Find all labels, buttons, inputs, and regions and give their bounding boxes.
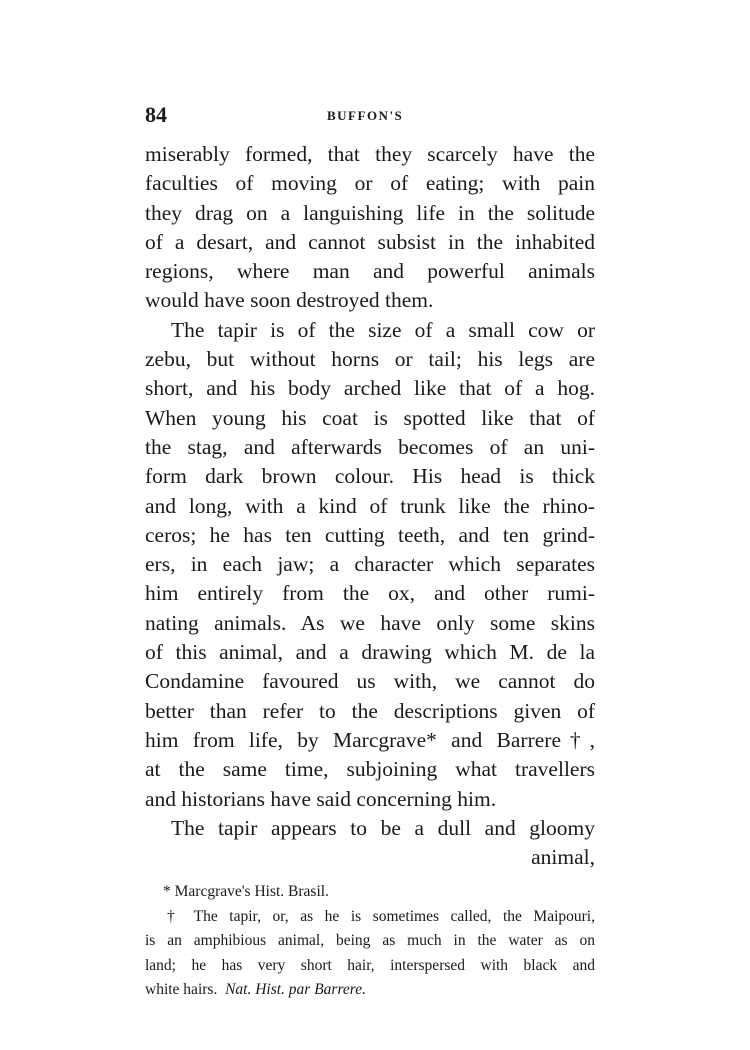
text-line: The tapir appears to be a dull and gloomy — [171, 815, 595, 840]
text-line: the stag, and afterwards becomes of an uni- — [145, 434, 595, 459]
footnote-tapir-line: † The tapir, or, as he is sometimes called, the Maipouri, — [167, 907, 595, 925]
footnote-tapir-line: is an amphibious animal, being as much in the water as on — [145, 932, 595, 949]
page-number: 84 — [145, 102, 167, 127]
text-line: of this animal, and a drawing which M. de la — [145, 640, 595, 665]
text-line: nating animals. As we have only some skins — [145, 610, 595, 635]
footnote-tapir-last-line — [145, 978, 595, 1003]
text-line: Condamine favoured us with, we cannot do — [145, 669, 595, 694]
text-line: would have soon destroyed them. — [145, 288, 434, 313]
text-line: zebu, but without horns or tail; his legs are — [145, 347, 595, 372]
text-line: miserably formed, that they scarcely have the — [145, 142, 595, 166]
text-line: and historians have said concerning him. — [145, 786, 497, 811]
text-line: The tapir is of the size of a small cow or — [171, 317, 595, 342]
text-line: better than refer to the descriptions given of — [145, 698, 595, 723]
catchword: animal, — [531, 845, 595, 870]
text-line: ceros; he has ten cutting teeth, and ten grind- — [145, 522, 595, 547]
text-line: faculties of moving or of eating; with pain — [145, 171, 595, 196]
footnote-tapir-text: white hairs. — [145, 981, 218, 998]
footnotes — [145, 880, 595, 1003]
text-line: and long, with a kind of trunk like the rhino- — [145, 493, 595, 518]
text-line: at the same time, subjoining what travellers — [145, 757, 595, 782]
footnote-tapir-line: land; he has very short hair, interspersed with black and — [145, 956, 595, 974]
footnote-marcgrave: * Marcgrave's Hist. Brasil. — [163, 883, 329, 900]
text-line: short, and his body arched like that of a hog. — [145, 376, 595, 401]
footnote-citation: Nat. Hist. par Barrere. — [225, 981, 367, 998]
text-line: regions, where man and powerful animals — [145, 259, 595, 284]
text-line: ers, in each jaw; a character which separates — [145, 552, 595, 577]
text-line: When young his coat is spotted like that of — [145, 405, 595, 430]
running-head: BUFFON'S — [327, 108, 404, 123]
text-line: of a desart, and cannot subsist in the inhabited — [145, 229, 595, 254]
text-line: him entirely from the ox, and other rumi- — [145, 581, 595, 606]
text-line: form dark brown colour. His head is thick — [145, 464, 595, 489]
page-header — [145, 102, 600, 134]
text-line: him from life, by Marcgrave* and Barrere†, — [145, 727, 595, 752]
body-text — [145, 140, 595, 872]
text-line: they drag on a languishing life in the solitude — [145, 200, 595, 225]
